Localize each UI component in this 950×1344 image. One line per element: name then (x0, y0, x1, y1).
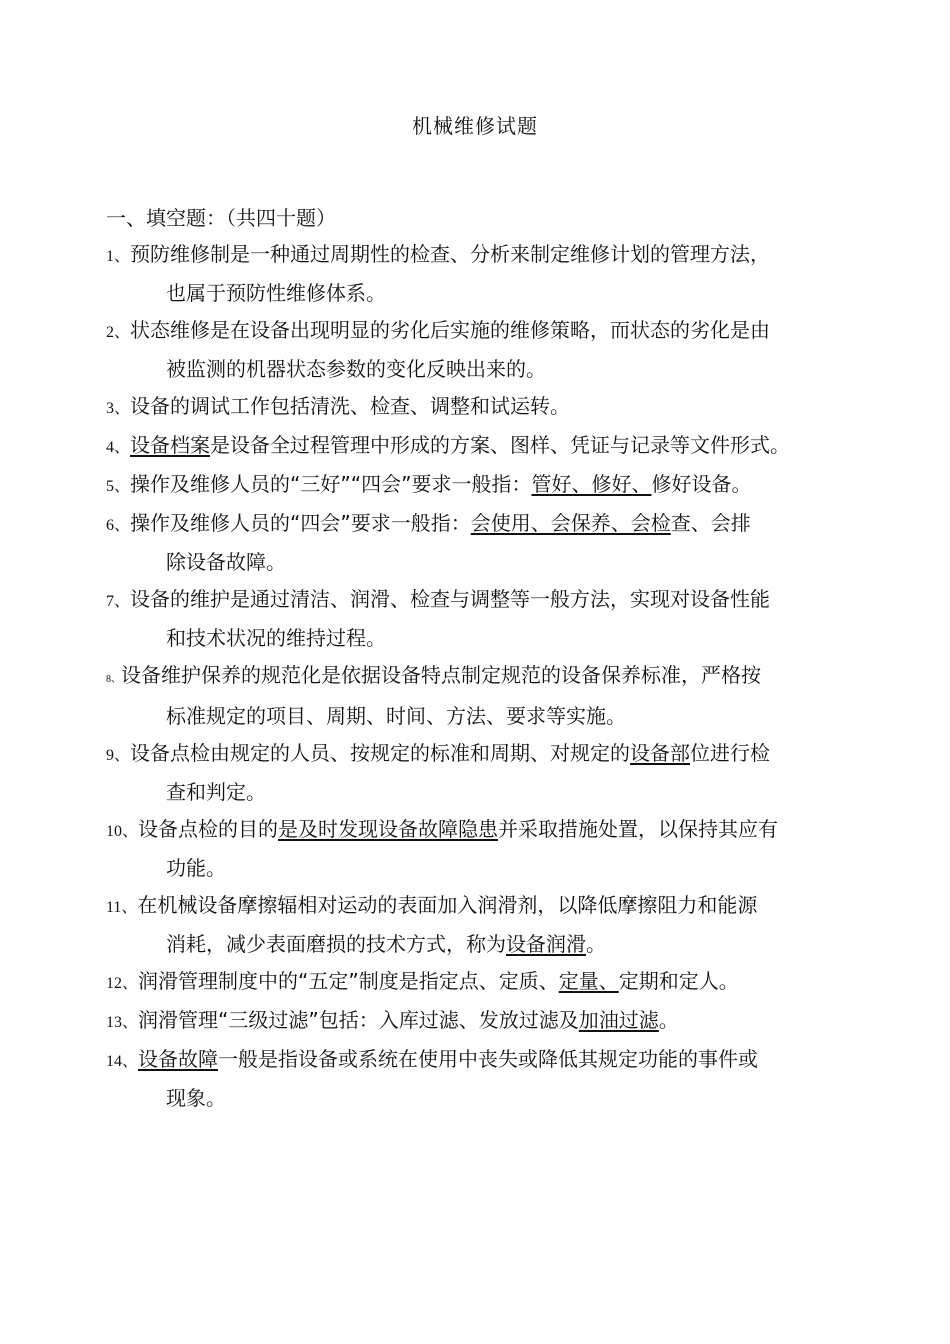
question-line (106, 1002, 876, 1041)
question-item (106, 657, 876, 735)
document-title: 机械维修试题 (412, 114, 538, 138)
question-text: 。 (658, 1008, 679, 1032)
question-item (106, 1002, 876, 1041)
question-continuation (106, 1080, 876, 1117)
question-text: 查和判定。 (166, 780, 266, 804)
question-number: 8、 (106, 674, 121, 685)
question-text: 功能。 (166, 856, 226, 880)
question-item (106, 963, 876, 1002)
answer-underlined: 是及时发现设备故障隐患 (278, 817, 499, 841)
section-heading: 一、填空题：（共四十题） (106, 206, 336, 230)
question-text: 查、会排 (670, 511, 751, 535)
question-text: 润滑管理制度中的“五定”制度是指定点、定质、 (138, 969, 559, 993)
question-line (106, 1041, 876, 1080)
answer-underlined: 会使用、会保养、会检 (470, 511, 671, 535)
question-line (106, 236, 876, 275)
question-text: 操作及维修人员的“四会”要求一般指： (130, 511, 471, 535)
question-number: 14、 (106, 1053, 139, 1070)
question-line (106, 466, 876, 505)
question-text: 设备维护保养的规范化是依据设备特点制定规范的设备保养标准，严格按 (121, 663, 761, 687)
question-number: 5、 (106, 478, 131, 495)
question-line (106, 312, 876, 351)
question-text: 设备点检的目的 (138, 817, 279, 841)
question-continuation (106, 275, 876, 312)
question-continuation (106, 698, 876, 735)
question-text: 设备的维护是通过清洁、润滑、检查与调整等一般方法，实现对设备性能 (130, 587, 771, 611)
question-text: 除设备故障。 (166, 550, 286, 574)
question-text: 操作及维修人员的“三好”“四会”要求一般指： (130, 472, 532, 496)
question-text: 定期和定人。 (618, 969, 739, 993)
question-item (106, 505, 876, 581)
answer-underlined: 设备档案 (130, 433, 211, 457)
question-list (106, 236, 876, 1117)
question-text: 现象。 (166, 1086, 226, 1110)
question-line (106, 388, 876, 427)
question-item (106, 887, 876, 963)
question-number: 13、 (106, 1014, 139, 1031)
question-item (106, 735, 876, 811)
question-text: 设备的调试工作包括清洗、检查、调整和试运转。 (130, 394, 571, 418)
answer-underlined: 设备润滑 (506, 932, 586, 956)
question-line (106, 505, 876, 544)
question-text: 修好设备。 (651, 472, 752, 496)
question-text: 是设备全过程管理中形成的方案、图样、凭证与记录等文件形式。 (210, 433, 791, 457)
question-text: 也属于预防性维修体系。 (166, 281, 386, 305)
question-text: 。 (586, 932, 606, 956)
question-number: 6、 (106, 517, 131, 534)
question-continuation (106, 620, 876, 657)
question-item (106, 427, 876, 466)
question-text: 并采取措施处置，以保持其应有 (498, 817, 779, 841)
question-item (106, 466, 876, 505)
question-text: 预防维修制是一种通过周期性的检查、分析来制定维修计划的管理方法， (130, 242, 771, 266)
question-continuation (106, 351, 876, 388)
question-item (106, 236, 876, 312)
question-item (106, 312, 876, 388)
answer-underlined: 设备部 (630, 741, 691, 765)
question-text: 润滑管理“三级过滤”包括：入库过滤、发放过滤及 (138, 1008, 579, 1032)
question-line (106, 427, 876, 466)
question-text: 标准规定的项目、周期、时间、方法、要求等实施。 (166, 704, 626, 728)
question-number: 2、 (106, 324, 131, 341)
answer-underlined: 管好、修好、 (531, 472, 652, 496)
question-number: 12、 (106, 975, 139, 992)
question-line (106, 735, 876, 774)
question-item (106, 1041, 876, 1117)
question-text: 在机械设备摩擦辐相对运动的表面加入润滑剂，以降低摩擦阻力和能源 (137, 893, 758, 917)
question-text: 消耗，减少表面磨损的技术方式，称为 (166, 932, 506, 956)
question-line (106, 811, 876, 850)
question-continuation (106, 850, 876, 887)
question-line (106, 657, 876, 698)
question-line (106, 581, 876, 620)
question-item (106, 388, 876, 427)
answer-underlined: 设备故障 (138, 1047, 219, 1071)
question-number: 9、 (106, 747, 131, 764)
question-text: 和技术状况的维持过程。 (166, 626, 386, 650)
question-item (106, 581, 876, 657)
question-number: 4、 (106, 439, 131, 456)
answer-underlined: 定量、 (558, 969, 619, 993)
answer-underlined: 加油过滤 (578, 1008, 659, 1032)
question-text: 状态维修是在设备出现明显的劣化后实施的维修策略，而状态的劣化是由 (130, 318, 771, 342)
question-text: 位进行检 (690, 741, 771, 765)
question-continuation (106, 544, 876, 581)
question-number: 11、 (106, 899, 138, 916)
question-number: 10、 (106, 823, 139, 840)
question-continuation (106, 774, 876, 811)
question-text: 一般是指设备或系统在使用中丧失或降低其规定功能的事件或 (218, 1047, 759, 1071)
question-number: 7、 (106, 593, 131, 610)
question-text: 设备点检由规定的人员、按规定的标准和周期、对规定的 (130, 741, 631, 765)
question-number: 3、 (106, 400, 131, 417)
question-item (106, 811, 876, 887)
question-text: 被监测的机器状态参数的变化反映出来的。 (166, 357, 546, 381)
question-line (106, 887, 876, 926)
question-continuation (106, 926, 876, 963)
question-number: 1、 (106, 248, 131, 265)
question-line (106, 963, 876, 1002)
